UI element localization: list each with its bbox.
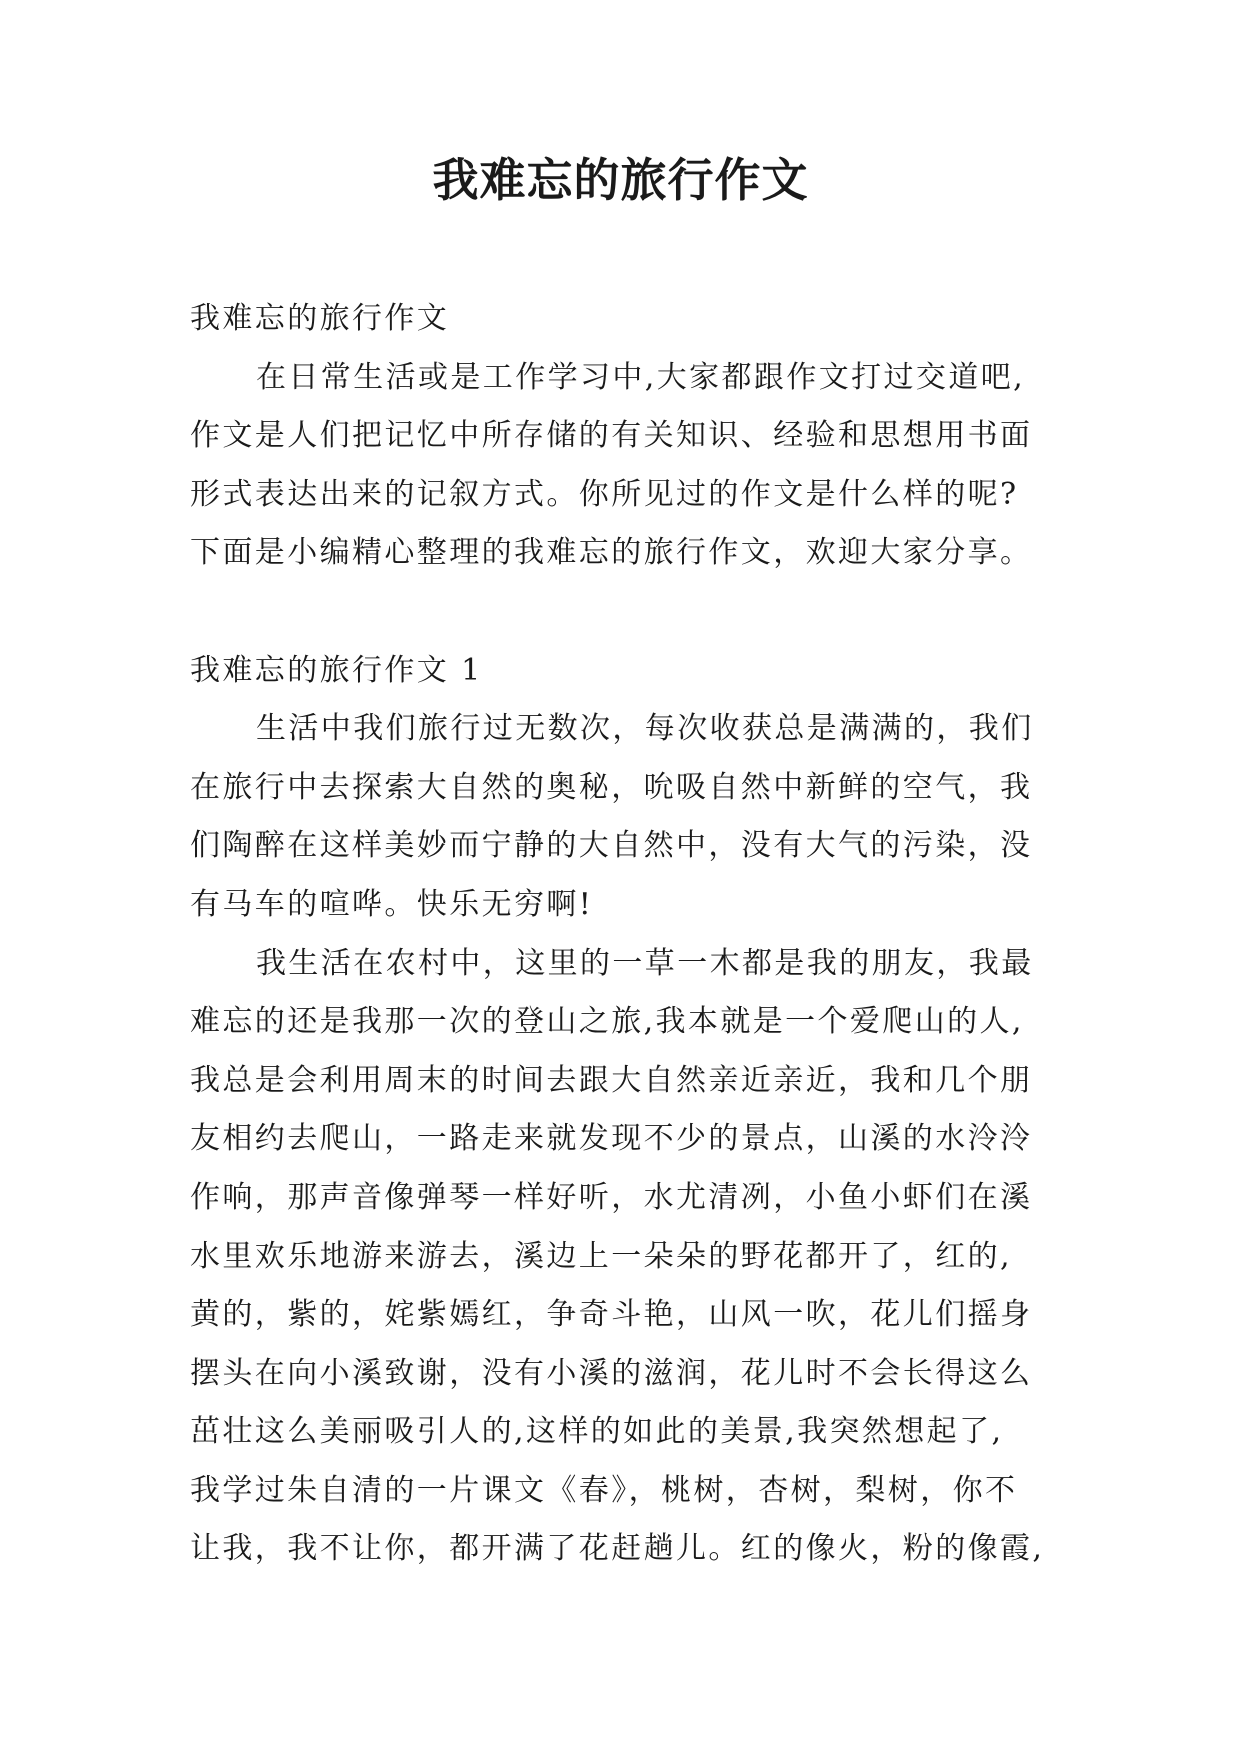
essay1-heading: 我难忘的旅行作文 1 — [190, 652, 483, 688]
intro-line: 下面是小编精心整理的我难忘的旅行作文，欢迎大家分享。 — [190, 535, 1033, 571]
essay-line: 难忘的还是我那一次的登山之旅,我本就是一个爱爬山的人, — [190, 1004, 1024, 1040]
essay-line: 黄的，紫的，姹紫嫣红，争奇斗艳，山风一吹，花儿们摇身 — [190, 1297, 1033, 1333]
essay1-paragraph-1 — [190, 700, 1070, 934]
essay-line: 水里欢乐地游来游去，溪边上一朵朵的野花都开了，红的, — [190, 1238, 1012, 1274]
essay1-paragraph-2 — [190, 935, 1070, 1580]
intro-line: 在日常生活或是工作学习中,大家都跟作文打过交道吧, — [256, 359, 1026, 395]
essay-line: 生活中我们旅行过无数次，每次收获总是满满的，我们 — [256, 711, 1034, 747]
essay-line: 摆头在向小溪致谢，没有小溪的滋润，花儿时不会长得这么 — [190, 1355, 1033, 1391]
intro-line: 形式表达出来的记叙方式。你所见过的作文是什么样的呢? — [190, 476, 1019, 512]
essay-line: 们陶醉在这样美妙而宁静的大自然中，没有大气的污染，没 — [190, 828, 1033, 864]
essay-line: 在旅行中去探索大自然的奥秘，吮吸自然中新鲜的空气，我 — [190, 769, 1033, 805]
essay-line: 有马车的喧哗。快乐无穷啊! — [190, 886, 594, 922]
essay-line: 茁壮这么美丽吸引人的,这样的如此的美景,我突然想起了, — [190, 1414, 1004, 1450]
section-spacer — [190, 583, 1070, 642]
intro-paragraph — [190, 349, 1070, 583]
document-body — [190, 290, 1070, 1579]
essay-line: 作响，那声音像弹琴一样好听，水尤清冽，小鱼小虾们在溪 — [190, 1179, 1033, 1215]
essay-line: 让我，我不让你，都开满了花赶趟儿。红的像火，粉的像霞, — [190, 1531, 1045, 1567]
intro-line: 作文是人们把记忆中所存储的有关知识、经验和思想用书面 — [190, 418, 1033, 454]
intro-heading: 我难忘的旅行作文 — [190, 301, 450, 336]
essay-line: 我生活在农村中，这里的一草一木都是我的朋友，我最 — [256, 945, 1034, 981]
essay-line: 我总是会利用周末的时间去跟大自然亲近亲近，我和几个朋 — [190, 1062, 1033, 1098]
essay-line: 友相约去爬山，一路走来就发现不少的景点，山溪的水泠泠 — [190, 1121, 1033, 1157]
document-title: 我难忘的旅行作文 — [432, 153, 809, 207]
essay-line: 我学过朱自清的一片课文《春》，桃树，杏树，梨树，你不 — [190, 1472, 1018, 1508]
